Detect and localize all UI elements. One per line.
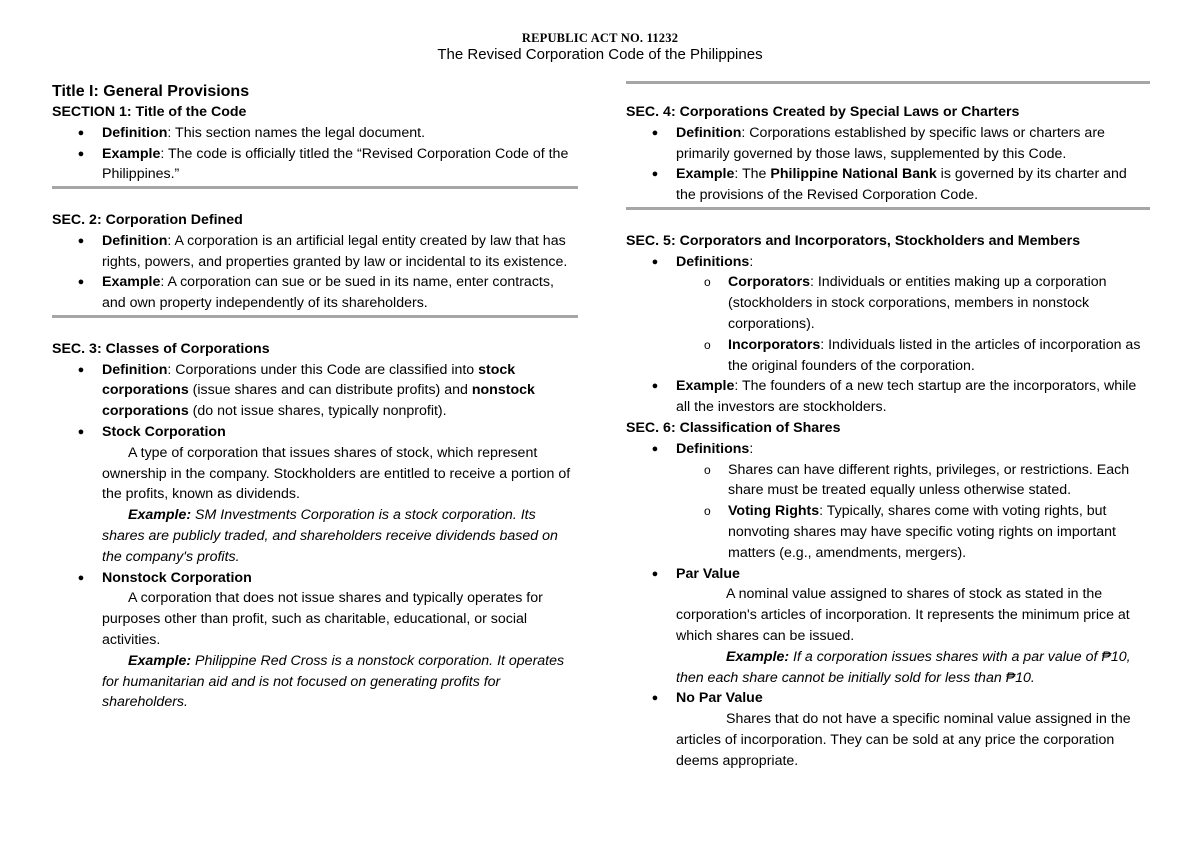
section-4-heading: SEC. 4: Corporations Created by Special Laws or Charters	[626, 104, 1020, 120]
bullet-icon: ●	[651, 168, 659, 181]
example-text: If a corporation issues shares with a par value of ₱10, then each share cannot be initially sold for less than ₱10.	[676, 648, 1131, 686]
definition-text: (issue shares and can distribute profits) and	[188, 382, 472, 399]
sub-bullet-icon: o	[704, 462, 711, 477]
nonstock-corporations-term: nonstock corporations	[102, 382, 535, 420]
bullet-icon: ●	[651, 692, 659, 705]
example-label: Example:	[726, 648, 790, 665]
nonstock-corporation-text: A corporation that does not issue shares and typically operates for purposes other than profit, such as charitable, educational, or social activities.	[102, 590, 543, 648]
right-column	[626, 81, 1150, 772]
no-par-value-text: Shares that do not have a specific nominal value assigned in the articles of incorporation. They can be sold at any price the corporation deems appropriate.	[676, 711, 1131, 769]
document-header	[0, 31, 1200, 64]
list-item	[676, 501, 1150, 563]
list-item	[52, 231, 578, 273]
bullet-icon: ●	[77, 363, 85, 376]
example-label: Example	[676, 378, 735, 395]
bullet-icon: ●	[651, 442, 659, 455]
bullet-icon: ●	[77, 126, 85, 139]
document-subtitle: The Revised Corporation Code of the Philippines	[437, 46, 763, 63]
example-label: Example:	[128, 652, 192, 669]
incorporators-label: Incorporators	[728, 336, 821, 353]
example-text: is governed by its charter and the provisions of the Revised Corporation Code.	[676, 166, 1127, 204]
section-2-list	[52, 231, 578, 314]
section-4-list	[626, 123, 1150, 206]
shares-rights-text: Shares can have different rights, privileges, or restrictions. Each share must be treated equally unless otherwise stated.	[728, 461, 1130, 499]
list-item	[52, 123, 578, 144]
example-text: SM Investments Corporation is a stock corporation. Its shares are publicly traded, and shareholders receive dividends based on the company's profits.	[102, 507, 558, 565]
list-item	[626, 439, 1150, 564]
definition-text: : A corporation is an artificial legal entity created by law that has rights, powers, and properties granted by law or incidental to its existence.	[102, 232, 568, 270]
example-label: Example	[102, 145, 161, 162]
title-general-provisions: Title I: General Provisions	[52, 83, 250, 100]
colon: :	[749, 253, 754, 270]
list-item	[52, 422, 578, 568]
example-label: Example	[102, 274, 161, 291]
definition-label: Definition	[676, 124, 742, 141]
bullet-icon: ●	[651, 126, 659, 139]
example-text: : The code is officially titled the “Revised Corporation Code of the Philippines.”	[102, 145, 569, 183]
section-3-heading: SEC. 3: Classes of Corporations	[52, 340, 270, 357]
list-item	[626, 164, 1150, 206]
section-1-heading: SECTION 1: Title of the Code	[52, 104, 247, 120]
voting-rights-label: Voting Rights	[728, 503, 820, 520]
list-item	[52, 144, 578, 186]
section-1-list	[52, 123, 578, 185]
sub-bullet-icon: o	[704, 504, 711, 519]
definition-text: (do not issue shares, typically nonprofit).	[188, 403, 447, 420]
bullet-icon: ●	[77, 234, 85, 247]
par-value-label: Par Value	[676, 565, 740, 582]
definition-label: Definition	[102, 361, 168, 378]
definitions-sublist	[676, 272, 1150, 376]
definition-label: Definition	[102, 232, 168, 249]
colon: :	[749, 440, 754, 457]
sub-bullet-icon: o	[704, 337, 711, 352]
definitions-label: Definitions	[676, 253, 750, 270]
example-text: Philippine Red Cross is a nonstock corporation. It operates for humanitarian aid and is not focused on generating profits for shareholders.	[102, 652, 565, 711]
example-label: Example	[676, 166, 735, 183]
list-item	[626, 123, 1150, 165]
stock-corporation-text: A type of corporation that issues shares of stock, which represent ownership in the company. Stockholders are entitled to receive a portion of the profits, known as dividends.	[102, 444, 571, 503]
stock-corporations-term: stock corporations	[102, 361, 516, 399]
corporators-text: : Individuals or entities making up a corporation (stockholders in stock corporations, members in nonstock corporations).	[728, 274, 1107, 332]
list-item	[626, 564, 1150, 689]
section-3-list	[52, 360, 578, 714]
list-item	[52, 568, 578, 714]
list-item	[676, 272, 1150, 334]
list-item	[626, 376, 1150, 418]
bullet-icon: ●	[77, 276, 85, 289]
list-item	[52, 272, 578, 314]
definitions-label: Definitions	[676, 440, 750, 457]
section-5-list	[626, 252, 1150, 418]
list-item	[676, 460, 1150, 502]
list-item	[626, 252, 1150, 377]
section-6-heading: SEC. 6: Classification of Shares	[626, 419, 841, 436]
definition-text: : This section names the legal document.	[167, 124, 426, 141]
philippine-national-bank-term: Philippine National Bank	[770, 166, 937, 183]
definitions-sublist	[676, 460, 1150, 564]
section-2-heading: SEC. 2: Corporation Defined	[52, 211, 243, 228]
act-number: REPUBLIC ACT NO. 11232	[521, 31, 679, 45]
list-item	[52, 360, 578, 422]
bullet-icon: ●	[77, 425, 85, 438]
list-item	[676, 335, 1150, 377]
section-6-list	[626, 439, 1150, 772]
no-par-value-label: No Par Value	[676, 690, 763, 707]
definition-text: : Corporations under this Code are classified into	[167, 361, 479, 378]
voting-rights-text: : Typically, shares come with voting rights, but nonvoting shares may have specific voting rights on important matters (e.g., amendments, mergers).	[728, 503, 1116, 561]
example-text: : A corporation can sue or be sued in its name, enter contracts, and own property independently of its shareholders.	[102, 274, 554, 312]
nonstock-corporation-label: Nonstock Corporation	[102, 569, 252, 586]
par-value-text: A nominal value assigned to shares of stock as stated in the corporation's articles of incorporation. It represents the minimum price at which shares can be issued.	[676, 586, 1130, 644]
example-label: Example:	[128, 507, 192, 524]
bullet-icon: ●	[77, 571, 85, 584]
left-column	[52, 81, 578, 713]
bullet-icon: ●	[77, 147, 85, 160]
list-item	[626, 688, 1150, 771]
definition-label: Definition	[102, 124, 168, 141]
bullet-icon: ●	[651, 380, 659, 393]
bullet-icon: ●	[651, 255, 659, 268]
bullet-icon: ●	[651, 567, 659, 580]
example-text: : The founders of a new tech startup are the incorporators, while all the investors are stockholders.	[676, 378, 1137, 416]
definition-text: : Corporations established by specific laws or charters are primarily governed by those laws, supplemented by this Code.	[676, 124, 1105, 162]
example-text: : The	[734, 166, 771, 183]
section-5-heading: SEC. 5: Corporators and Incorporators, Stockholders and Members	[626, 232, 1081, 249]
corporators-label: Corporators	[728, 274, 810, 291]
incorporators-text: : Individuals listed in the articles of incorporation as the original founders of the corporation.	[728, 336, 1141, 374]
stock-corporation-label: Stock Corporation	[102, 423, 226, 440]
sub-bullet-icon: o	[704, 275, 711, 290]
